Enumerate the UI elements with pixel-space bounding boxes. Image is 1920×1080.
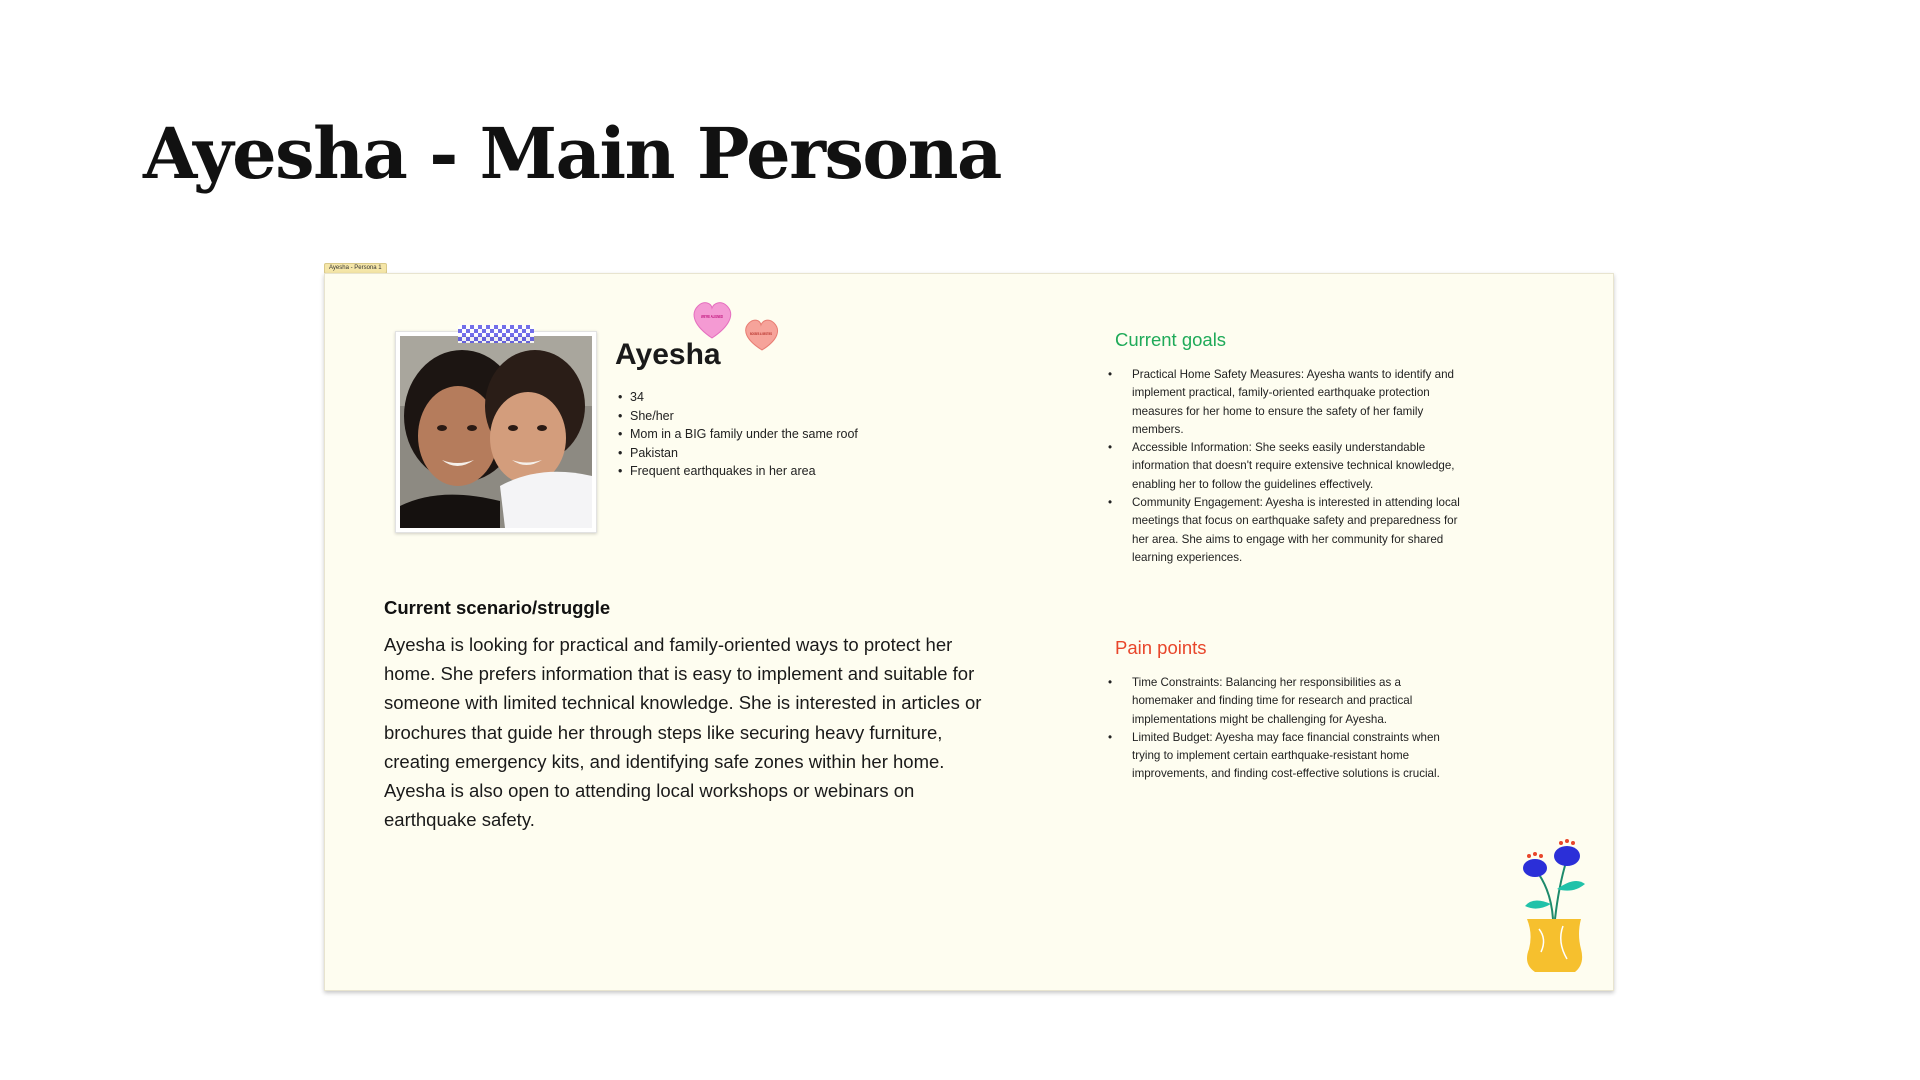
persona-photo xyxy=(400,336,592,528)
goals-list xyxy=(1118,366,1463,567)
goal-item: • Practical Home Safety Measures: Ayesha wants to identify and implement practical, family-oriented earthquake protection measures for her home to ensure the safety of her family members. xyxy=(1118,366,1463,439)
attribute-item: • Pakistan xyxy=(618,444,858,463)
pain-points-title: Pain points xyxy=(1115,637,1207,658)
attribute-item: • Frequent earthquakes in her area xyxy=(618,462,858,481)
heart-sticker-coral-text: BOSSES & BESTIES xyxy=(750,332,773,336)
persona-name: Ayesha xyxy=(615,338,721,371)
attribute-item: • She/her xyxy=(618,407,858,426)
pain-point-item: • Limited Budget: Ayesha may face financial constraints when trying to implement certain earthquake-resistant home improvements, and finding cost-effective solutions is crucial. xyxy=(1118,729,1463,784)
pain-point-item: • Time Constraints: Balancing her responsibilities as a homemaker and finding time for research and practical implementations might be challenging for Ayesha. xyxy=(1118,674,1463,729)
attribute-item: • Mom in a BIG family under the same roof xyxy=(618,425,858,444)
flower-vase-illustration xyxy=(1515,834,1590,974)
persona-photo-frame xyxy=(395,331,597,533)
goal-item: • Community Engagement: Ayesha is interested in attending local meetings that focus on earthquake safety and preparedness for her area. She aims to engage with her community for shared learning experiences. xyxy=(1118,494,1463,567)
heart-sticker-pink-text: WE'RE ALIGNED xyxy=(701,314,723,319)
slide-title: Ayesha - Main Persona xyxy=(143,112,1001,195)
frame-label[interactable]: Ayesha - Persona 1 xyxy=(324,263,387,274)
attribute-item: • 34 xyxy=(618,388,858,407)
washi-tape xyxy=(458,325,534,343)
scenario-text: Ayesha is looking for practical and family-oriented ways to protect her home. She prefers information that is easy to implement and suitable for someone with limited technical knowledge. She is interested in articles or brochures that guide her through steps like securing heavy furniture, creating emergency kits, and identifying safe zones within her home. Ayesha is also open to attending local workshops or webinars on earthquake safety. xyxy=(384,634,982,831)
persona-attributes xyxy=(618,388,858,481)
scenario-title: Current scenario/struggle xyxy=(384,597,611,618)
heart-sticker-pink xyxy=(694,303,731,338)
persona-card[interactable] xyxy=(324,273,1614,991)
goals-title: Current goals xyxy=(1115,329,1227,350)
goal-item: • Accessible Information: She seeks easily understandable information that doesn't require extensive technical knowledge, enabling her to follow the guidelines effectively. xyxy=(1118,439,1463,494)
pain-points-list xyxy=(1118,674,1463,784)
